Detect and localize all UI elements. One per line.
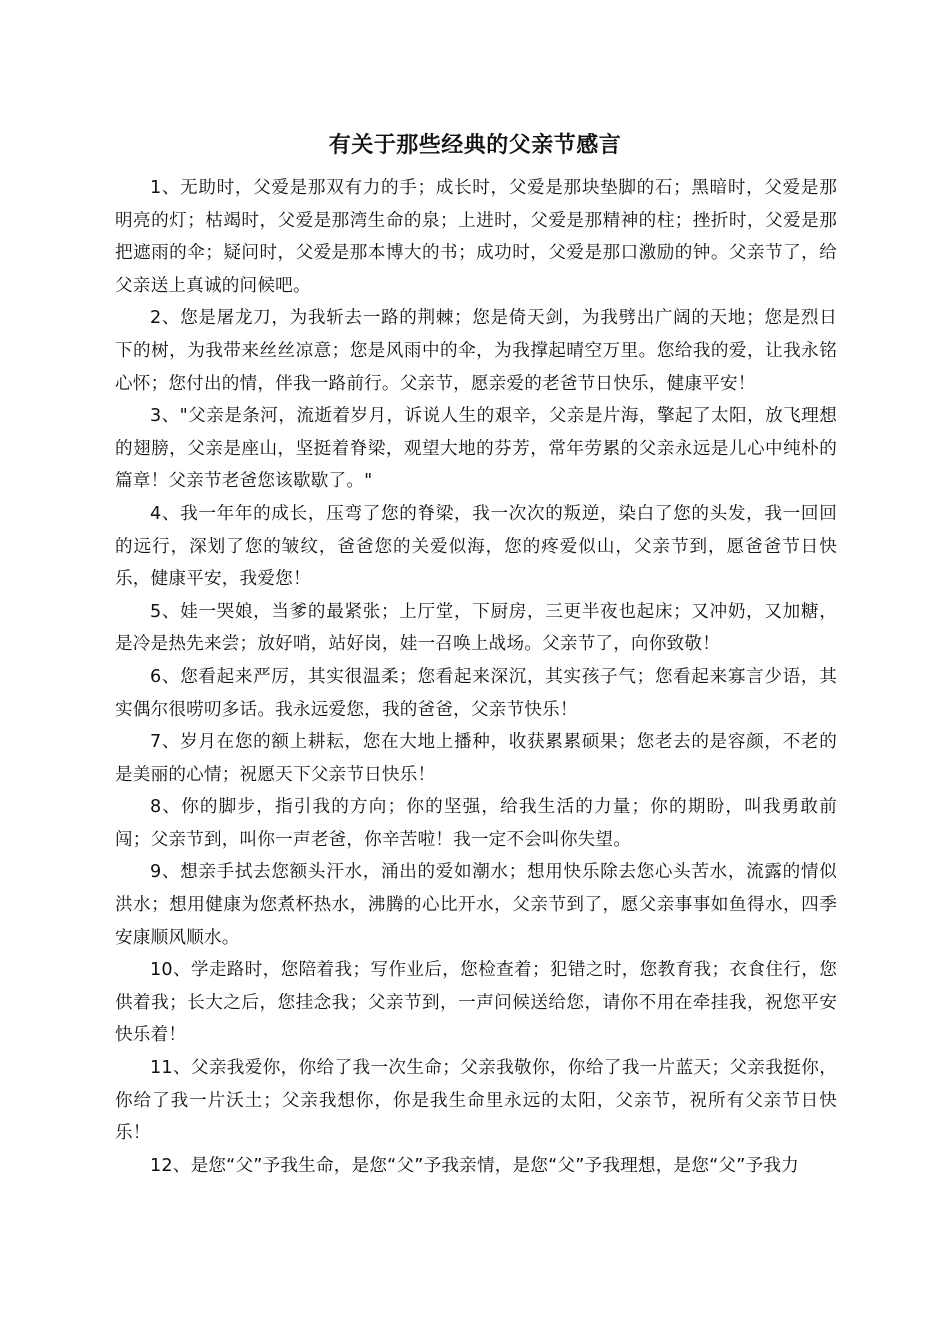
paragraph-12: 12、是您“父”予我生命，是您“父”予我亲情，是您“父”予我理想，是您“父”予我力 (150, 1155, 799, 1176)
document-title: 有关于那些经典的父亲节感言 (328, 132, 622, 158)
paragraph-3: 3、"父亲是条河，流逝着岁月，诉说人生的艰辛，父亲是片海，擎起了太阳，放飞理想的翅膀，父亲是座山，坚挺着脊梁，观望大地的芬芳，常年劳累的父亲永远是儿心中纯朴的篇章！父亲节老爸您该歇歇了。" (115, 406, 837, 492)
paragraph-9: 9、想亲手拭去您额头汗水，涌出的爱如潮水；想用快乐除去您心头苦水，流露的情似洪水；想用健康为您煮杯热水，沸腾的心比开水，父亲节到了，愿父亲事事如鱼得水，四季安康顺风顺水。 (115, 862, 837, 948)
paragraph-1: 1、无助时，父爱是那双有力的手；成长时，父爱是那块垫脚的石；黑暗时，父爱是那明亮的灯；枯竭时，父爱是那湾生命的泉；上进时，父爱是那精神的柱；挫折时，父爱是那把遮雨的伞；疑问时，父爱是那本博大的书；成功时，父爱是那口激励的钟。父亲节了，给父亲送上真诚的问候吧。 (115, 178, 837, 296)
paragraph-5: 5、娃一哭娘，当爹的最紧张；上厅堂，下厨房，三更半夜也起床；又冲奶，又加糖，是冷是热先来尝；放好哨，站好岗，娃一召唤上战场。父亲节了，向你致敬！ (115, 601, 837, 655)
paragraph-2: 2、您是屠龙刀，为我斩去一路的荆棘；您是倚天剑，为我劈出广阔的天地；您是烈日下的树，为我带来丝丝凉意；您是风雨中的伞，为我撑起晴空万里。您给我的爱，让我永铭心怀；您付出的情，伴我一路前行。父亲节，愿亲爱的老爸节日快乐，健康平安！ (115, 308, 837, 394)
paragraph-7: 7、岁月在您的额上耕耘，您在大地上播种，收获累累硕果；您老去的是容颜，不老的是美丽的心情；祝愿天下父亲节日快乐！ (115, 732, 837, 785)
paragraph-8: 8、你的脚步，指引我的方向；你的坚强，给我生活的力量；你的期盼，叫我勇敢前闯；父亲节到，叫你一声老爸，你辛苦啦！我一定不会叫你失望。 (115, 797, 837, 850)
paragraph-10: 10、学走路时，您陪着我；写作业后，您检查着；犯错之时，您教育我；衣食住行，您供着我；长大之后，您挂念我；父亲节到，一声问候送给您，请你不用在牵挂我，祝您平安快乐着！ (115, 960, 837, 1046)
paragraph-11: 11、父亲我爱你，你给了我一次生命；父亲我敬你，你给了我一片蓝天；父亲我挺你，你给了我一片沃土；父亲我想你，你是我生命里永远的太阳，父亲节，祝所有父亲节日快乐！ (115, 1058, 837, 1144)
paragraph-6: 6、您看起来严厉，其实很温柔；您看起来深沉，其实孩子气；您看起来寡言少语，其实偶尔很唠叨多话。我永远爱您，我的爸爸，父亲节快乐！ (115, 666, 837, 720)
paragraph-4: 4、我一年年的成长，压弯了您的脊梁，我一次次的叛逆，染白了您的头发，我一回回的远行，深划了您的皱纹，爸爸您的关爱似海，您的疼爱似山，父亲节到，愿爸爸节日快乐，健康平安，我爱您！ (115, 503, 837, 590)
document-body (115, 172, 837, 1182)
